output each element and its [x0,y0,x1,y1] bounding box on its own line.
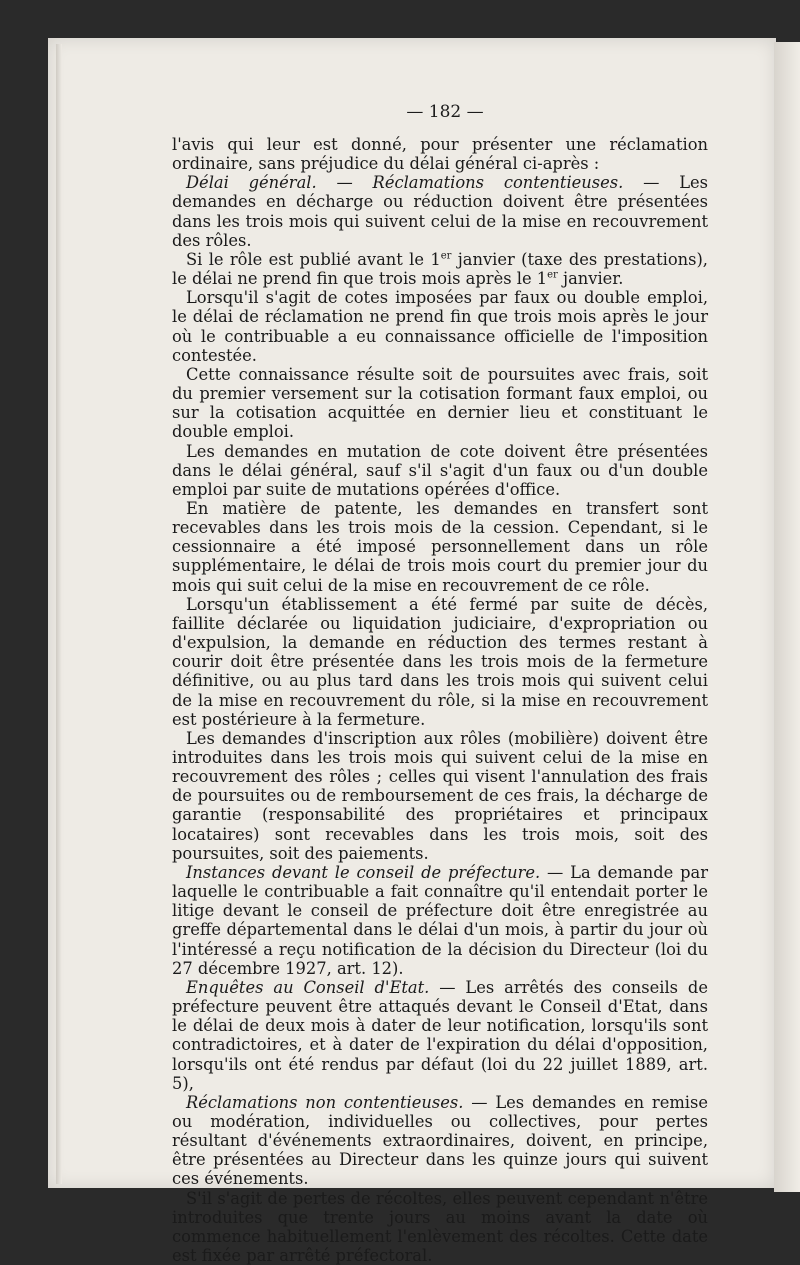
paragraph-text: S'il s'agit de pertes de récoltes, elles peuvent cependant n'être introduites que trente jours au moins avant la date où commence habituellement l'enlèvement des récoltes. Cette date est fixée par arrêté préfectoral. [172,1188,708,1265]
paragraph [172,1093,708,1189]
page-number: — 182 — [406,102,484,122]
paragraph [172,863,708,978]
paragraph-text: Lorsqu'il s'agit de cotes imposées par faux ou double emploi, le délai de réclamation ne prend fin que trois mois après le jour où le contribuable a eu connaissance officielle de l'imposition contestée. [172,288,708,365]
section-heading: Réclamations non contentieuses. [186,1092,464,1112]
paragraph [172,442,708,499]
paragraph-text: Les demandes en mutation de cote doivent être présentées dans le délai général, sauf s'il s'agit d'un faux ou d'un double emploi par suite de mutations opérées d'office. [172,441,708,499]
paragraph-text: l'avis qui leur est donné, pour présenter une réclamation ordinaire, sans préjudice du délai général ci-après : [172,135,708,174]
paragraph-text: En matière de patente, les demandes en transfert sont recevables dans les trois mois de la cession. Cependant, si le cessionnaire a été imposé personnellement dans un rôle supplémentaire, le délai de trois mois court du premier jour du mois qui suit celui de la mise en recouvrement de ce rôle. [172,498,708,595]
paragraph-text: — Les demandes en remise ou modération, individuelles ou collectives, pour pertes résultant d'événements extraordinaires, doivent, en principe, être présentées au Directeur dans les quinze jours qui suivent ces événements. [172,1092,708,1189]
section-heading: Instances devant le conseil de préfecture. [186,862,541,882]
paragraph-text: — Les arrêtés des conseils de préfecture peuvent être attaqués devant le Conseil d'Etat, dans le délai de deux mois à dater de leur notification, lorsqu'ils sont contradictoires, et à dater de l'expiration du délai d'opposition, lorsqu'ils ont été rendus par défaut (loi du 22 juillet 1889, art. 5), [172,977,708,1093]
section-heading: Délai général. — Réclamations contentieuses. [186,173,624,193]
paragraph [172,288,708,365]
paragraph-text: Lorsqu'un établissement a été fermé par suite de décès, faillite déclarée ou liquidation judiciaire, d'expropriation ou d'expulsion, la demande en réduction des termes restant à courir doit être présentée dans les trois mois de la fermeture définitive, ou au plus tard dans les trois mois qui suivent celui de la mise en recouvrement du rôle, si la mise en recouvrement est postérieure à la fermeture. [172,594,708,729]
paragraph [172,499,708,595]
paragraph-text: Cette connaissance résulte soit de poursuites avec frais, soit du premier versement sur la cotisation formant faux emploi, ou sur la cotisation acquittée en dernier lieu et constituant le double emploi. [172,364,708,442]
paragraph-text: Si le rôle est publié avant le 1er janvier (taxe des prestations), le délai ne prend fin que trois mois après le 1er janvier. [172,249,708,289]
page-edge [56,44,62,1184]
paragraph [172,135,708,173]
body-text [172,135,708,1265]
paragraph [172,595,708,729]
paragraph-text: — Les demandes en décharge ou réduction doivent être présentées dans les trois mois qui suivent celui de la mise en recouvrement des rôles. [172,173,708,250]
adjacent-page-edge [774,42,800,1192]
paragraph-text: — La demande par laquelle le contribuable a fait connaître qu'il entendait porter le litige devant le conseil de préfecture doit être enregistrée au greffe départemental dans le délai d'un mois, à partir du jour où l'intéressé a reçu notification de la décision du Directeur (loi du 27 décembre 1927, art. 12). [172,862,708,978]
paragraph [172,1189,708,1265]
paragraph [172,365,708,442]
paragraph [172,173,708,250]
section-heading: Enquêtes au Conseil d'Etat. [186,977,430,997]
paragraph [172,250,708,288]
paragraph-text: Les demandes d'inscription aux rôles (mobilière) doivent être introduites dans les trois mois qui suivent celui de la mise en recouvrement des rôles ; celles qui visent l'annulation des frais de poursuites ou de remboursement de ces frais, la décharge de garantie (responsabilité des propriétaires et principaux locataires) sont recevables dans les trois mois, soit des poursuites, soit des paiements. [172,728,708,863]
paragraph [172,978,708,1093]
paragraph [172,729,708,863]
